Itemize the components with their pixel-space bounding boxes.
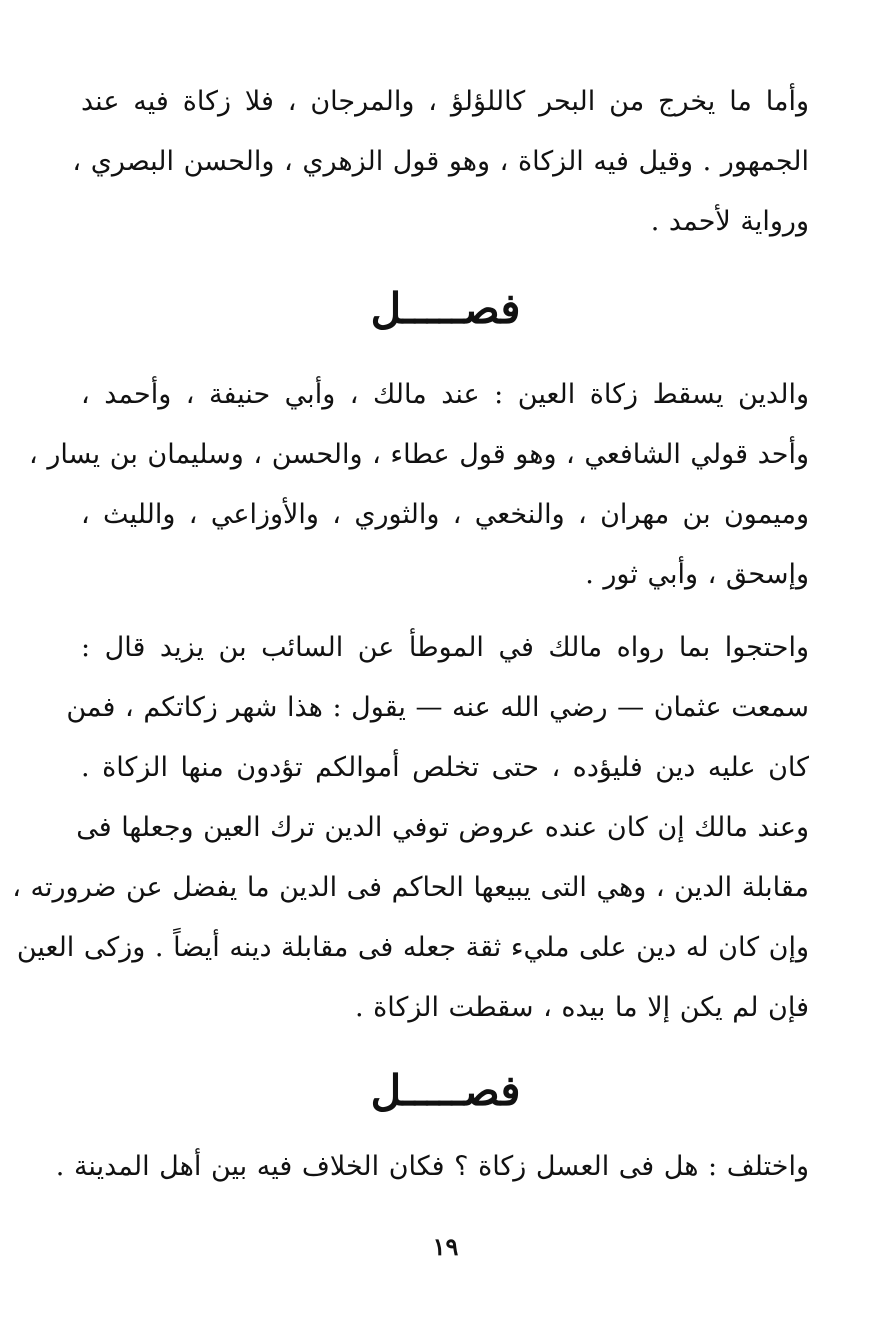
text-line: ورواية لأحمد . bbox=[650, 206, 809, 237]
paragraph-evidence bbox=[12, 618, 809, 1038]
page-number: ١٩ bbox=[432, 1232, 459, 1261]
section-heading: فصـــــل bbox=[370, 1066, 521, 1115]
text-line: واحتجوا بما رواه مالك في الموطأ عن السائب بن يزيد قال : bbox=[81, 632, 809, 663]
text-line: سمعت عثمان — رضي الله عنه — يقول : هذا شهر زكاتكم ، فمن bbox=[66, 692, 809, 723]
section-heading: فصـــــل bbox=[370, 284, 521, 333]
text-line: وأما ما يخرج من البحر كاللؤلؤ ، والمرجان ، فلا زكاة فيه عند bbox=[81, 86, 809, 117]
text-line: فإن لم يكن إلا ما بيده ، سقطت الزكاة . bbox=[354, 992, 809, 1023]
paragraph-sea-products bbox=[72, 72, 809, 252]
text-line: وإسحق ، وأبي ثور . bbox=[585, 559, 809, 590]
text-line: والدين يسقط زكاة العين : عند مالك ، وأبي حنيفة ، وأحمد ، bbox=[81, 379, 809, 410]
text-line: وأحد قولي الشافعي ، وهو قول عطاء ، والحسن ، وسليمان بن يسار ، bbox=[29, 439, 809, 470]
text-line: واختلف : هل فى العسل زكاة ؟ فكان الخلاف فيه بين أهل المدينة . bbox=[55, 1151, 809, 1182]
text-line: وميمون بن مهران ، والنخعي ، والثوري ، والأوزاعي ، والليث ، bbox=[81, 499, 809, 530]
text-line: الجمهور . وقيل فيه الزكاة ، وهو قول الزهري ، والحسن البصري ، bbox=[72, 146, 809, 177]
paragraph-debt-zakat bbox=[29, 365, 809, 605]
text-line: كان عليه دين فليؤده ، حتى تخلص أموالكم تؤدون منها الزكاة . bbox=[81, 752, 809, 783]
text-line: وإن كان له دين على مليء ثقة جعله فى مقابلة دينه أيضاً . وزكى العين bbox=[16, 932, 809, 963]
paragraph-honey bbox=[55, 1137, 809, 1197]
text-line: مقابلة الدين ، وهي التى يبيعها الحاكم فى الدين ما يفضل عن ضرورته ، bbox=[12, 872, 809, 903]
text-line: وعند مالك إن كان عنده عروض توفي الدين ترك العين وجعلها فى bbox=[76, 812, 809, 843]
